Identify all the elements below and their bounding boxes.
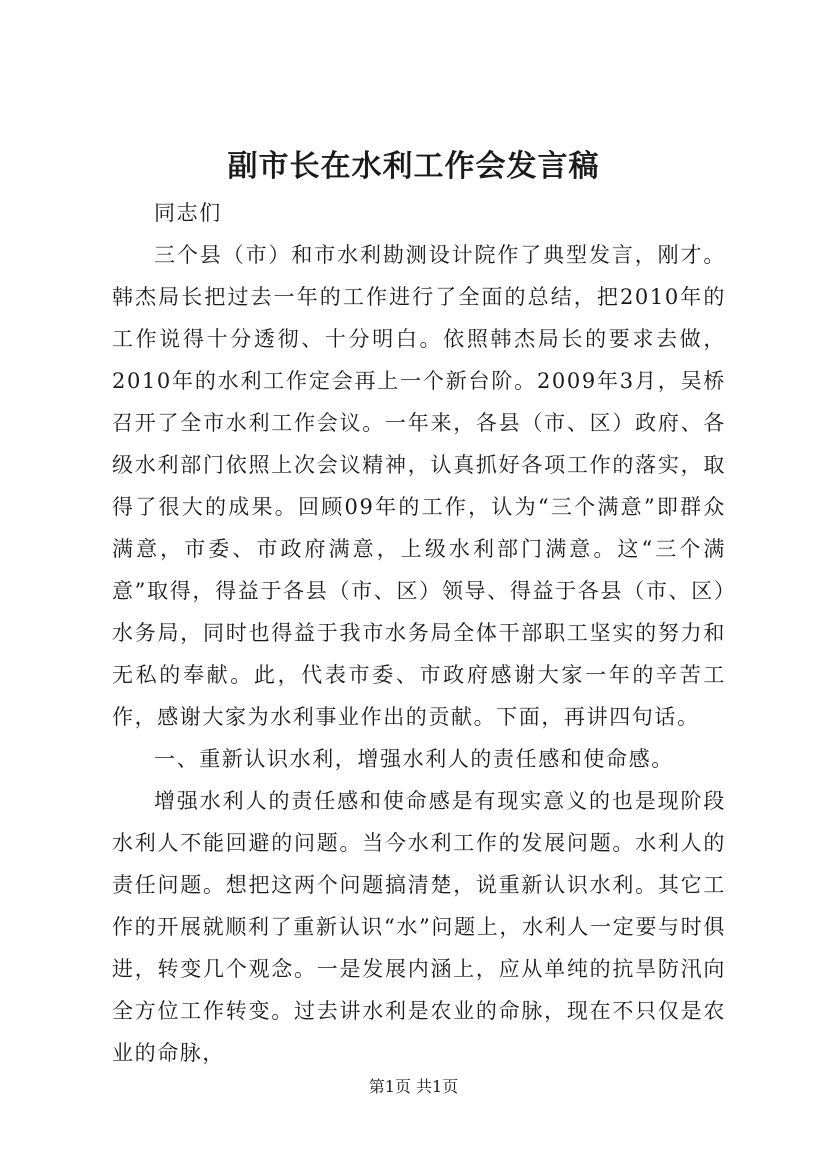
paragraph-salutation: 同志们 (154, 201, 222, 225)
paragraph-heading-one: 一、重新认识水利，增强水利人的责任感和使命感。 (154, 747, 674, 771)
paragraph-section-one: 增强水利人的责任感和使命感是有现实意义的也是现阶段水利人不能回避的问题。当今水利工作的发展问题。水利人的责任问题。想把这两个问题搞清楚，说重新认识水利。其它工作的开展就顺利了重新认识“水”问题上，水利人一定要与时俱进，转变几个观念。一是发展内涵上，应从单纯的抗旱防汛向全方位工作转变。过去讲水利是农业的命脉，现在不只仅是农业的命脉， (112, 789, 726, 1065)
document-body (112, 192, 726, 1074)
paragraph-opening: 三个县（市）和市水利勘测设计院作了典型发言，刚才。韩杰局长把过去一年的工作进行了全面的总结，把2010年的工作说得十分透彻、十分明白。依照韩杰局长的要求去做，2010年的水利工作定会再上一个新台阶。2009年3月，吴桥召开了全市水利工作会议。一年来，各县（市、区）政府、各级水利部门依照上次会议精神，认真抓好各项工作的落实，取得了很大的成果。回顾09年的工作，认为“三个满意”即群众满意，市委、市政府满意，上级水利部门满意。这“三个满意”取得，得益于各县（市、区）领导、得益于各县（市、区）水务局，同时也得益于我市水务局全体干部职工坚实的努力和无私的奉献。此，代表市委、市政府感谢大家一年的辛苦工作，感谢大家为水利事业作出的贡献。下面，再讲四句话。 (112, 243, 726, 729)
page-footer: 第1页 共1页 (368, 1077, 459, 1096)
document-title: 副市长在水利工作会发言稿 (227, 149, 600, 184)
